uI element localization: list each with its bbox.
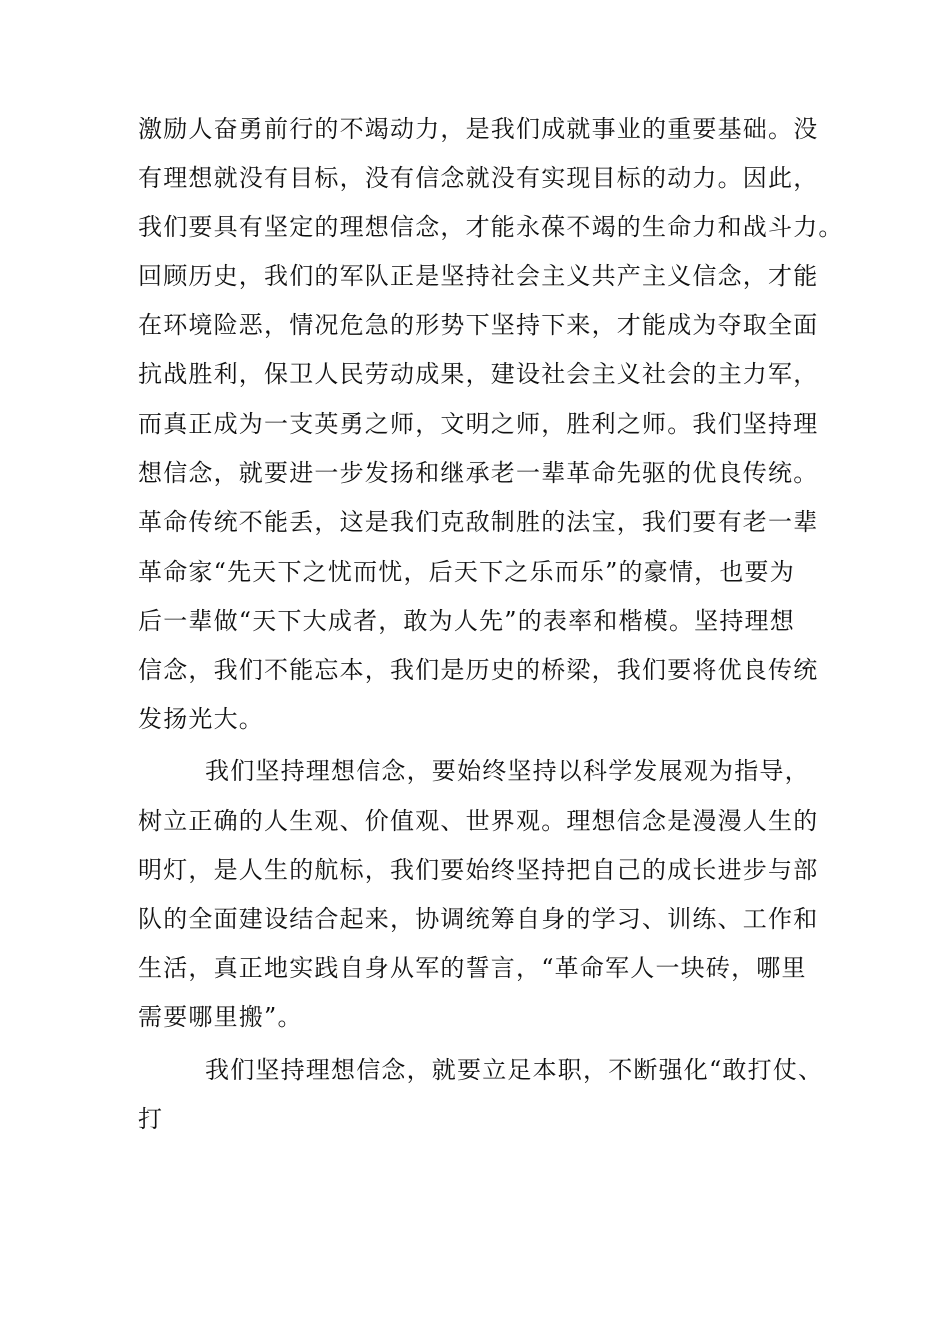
text-line: 信念，我们不能忘本，我们是历史的桥梁，我们要将优良传统 [138,656,819,684]
text-line: 我们要具有坚定的理想信念，才能永葆不竭的生命力和战斗力。 [138,213,844,241]
text-line: 打 [138,1105,164,1133]
text-line: 需要哪里搬”。 [138,1003,303,1031]
text-line: 激励人奋勇前行的不竭动力，是我们成就事业的重要基础。没 [138,115,819,143]
text-line: 队的全面建设结合起来，协调统筹自身的学习、训练、工作和 [138,905,819,933]
text-line: 明灯，是人生的航标，我们要始终坚持把自己的成长进步与部 [138,856,819,884]
text-line: 回顾历史，我们的军队正是坚持社会主义共产主义信念，才能 [138,262,819,290]
text-line: 想信念，就要进一步发扬和继承老一辈革命先驱的优良传统。 [138,459,819,487]
text-line: 抗战胜利，保卫人民劳动成果，建设社会主义社会的主力军， [138,360,819,388]
text-line: 发扬光大。 [138,705,264,733]
text-line: 革命传统不能丢，这是我们克敌制胜的法宝，我们要有老一辈 [138,508,819,536]
text-line: 有理想就没有目标，没有信念就没有实现目标的动力。因此， [138,164,819,192]
text-line: 在环境险恶，情况危急的形势下坚持下来，才能成为夺取全面 [138,311,819,339]
text-line: 而真正成为一支英勇之师，文明之师，胜利之师。我们坚持理 [138,410,819,438]
text-line: 树立正确的人生观、价值观、世界观。理想信念是漫漫人生的 [138,807,819,835]
text-line: 生活，真正地实践自身从军的誓言，“革命军人一块砖，哪里 [138,954,807,982]
paragraph-first-line: 我们坚持理想信念，要始终坚持以科学发展观为指导， [205,757,810,785]
paragraph-first-line: 我们坚持理想信念，就要立足本职，不断强化“敢打仗、 [205,1056,824,1084]
text-line: 后一辈做“天下大成者，敢为人先”的表率和楷模。坚持理想 [138,607,795,635]
text-line: 革命家“先天下之忧而忧，后天下之乐而乐”的豪情，也要为 [138,558,795,586]
